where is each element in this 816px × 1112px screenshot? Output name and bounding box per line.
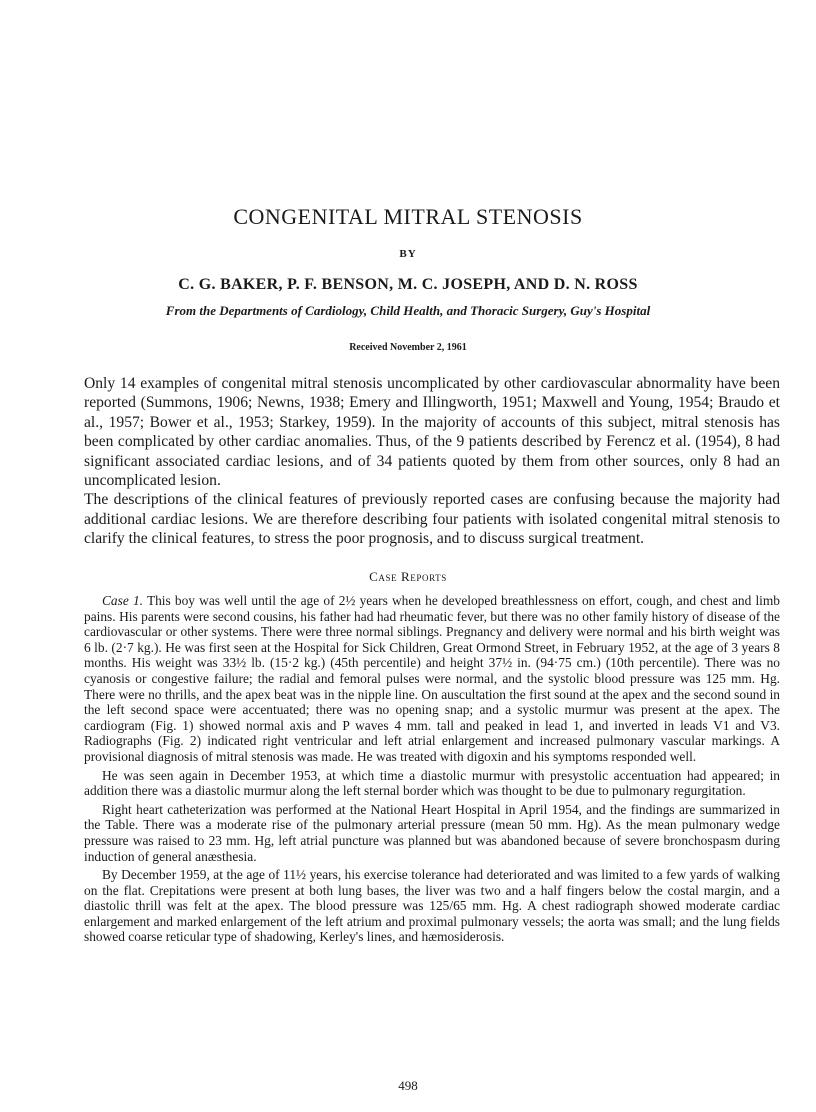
intro-paragraph: The descriptions of the clinical features of previously reported cases are confusing because the majority had additional cardiac lesions. We are therefore describing four patients with isolated congenital mitral stenosis to clarify the clinical features, to stress the poor prognosis, and to discuss surgical treatment. (84, 491, 780, 548)
intro-paragraph: Only 14 examples of congenital mitral stenosis uncomplicated by other cardiovascular abnormality have been reported (Summons, 1906; Newns, 1938; Emery and Illingworth, 1951; Maxwell and Young, 1954; Braudo et al., 1957; Bower et al., 1953; Starkey, 1959). In the majority of accounts of this subject, mitral stenosis has been complicated by other cardiac anomalies. Thus, of the 9 patients described by Ferencz et al. (1954), 8 had significant associated cardiac lesions, and of 34 patients quoted by them from other sources, only 8 had an uncomplicated lesion. (84, 375, 780, 490)
case-text: This boy was well until the age of 2½ years when he developed breathlessness on effort, cough, and chest and limb pains. His parents were second cousins, his father had had rheumatic fever, but there was no other family history of disease of the cardiovascular or other systems. There were three normal siblings. Pregnancy and delivery were normal and his birth weight was 6 lb. (2·7 kg.). He was first seen at the Hospital for Sick Children, Great Ormond Street, in February 1952, at the age of 3 years 8 months. His weight was 33½ lb. (15·2 kg.) (45th percentile) and height 37½ in. (94·75 cm.) (10th percentile). There was no cyanosis or congestive failure; the radial and femoral pulses were normal, and the systolic blood pressure was 125 mm. Hg. There were no thrills, and the apex beat was in the nipple line. On auscultation the first sound at the apex and the second sound in the left second space were accentuated; there was no opening snap; and a systolic murmur was present at the apex. The cardiogram (Fig. 1) showed normal axis and P waves 4 mm. tall and peaked in lead 1, and inverted in leads V1 and V3. Radiographs (Fig. 2) indicated right ventricular and left atrial enlargement and increased pulmonary vascular markings. A provisional diagnosis of mitral stenosis was made. He was treated with digoxin and his symptoms responded well. (84, 593, 780, 764)
section-heading-case-reports: Case Reports (369, 569, 447, 584)
body-paragraph: Right heart catheterization was performed at the National Heart Hospital in April 1954, and the findings are summarized in the Table. There was a moderate rise of the pulmonary arterial pressure (mean 50 mm. Hg). As the mean pulmonary wedge pressure was raised to 23 mm. Hg, left atrial puncture was planned but was abandoned because of severe bronchospasm during induction of general anæsthesia. (84, 801, 780, 864)
case-label: Case 1. (102, 593, 143, 608)
case-1-paragraph (84, 593, 780, 765)
byline-label: BY (399, 248, 417, 260)
case-reports-body (84, 593, 780, 948)
body-paragraph: He was seen again in December 1953, at which time a diastolic murmur with presystolic accentuation had appeared; in addition there was a diastolic murmur along the left sternal border which was thought to be due to pulmonary regurgitation. (84, 767, 780, 799)
article-title: CONGENITAL MITRAL STENOSIS (233, 204, 583, 229)
page-number: 498 (398, 1078, 418, 1093)
introduction (84, 374, 780, 549)
author-list: C. G. BAKER, P. F. BENSON, M. C. JOSEPH, AND D. N. ROSS (178, 276, 638, 293)
affiliation: From the Departments of Cardiology, Child Health, and Thoracic Surgery, Guy's Hospital (165, 303, 651, 318)
body-paragraph: By December 1959, at the age of 11½ years, his exercise tolerance had deteriorated and was limited to a few yards of walking on the flat. Crepitations were present at both lung bases, the liver was two and a half fingers below the costal margin, and a diastolic thrill was felt at the apex. The blood pressure was 125/65 mm. Hg. A chest radiograph showed moderate cardiac enlargement and marked enlargement of the left atrium and proximal pulmonary vessels; the aorta was small; and the lung fields showed coarse reticular type of shadowing, Kerley's lines, and hæmosiderosis. (84, 867, 780, 945)
received-date: Received November 2, 1961 (349, 342, 467, 353)
